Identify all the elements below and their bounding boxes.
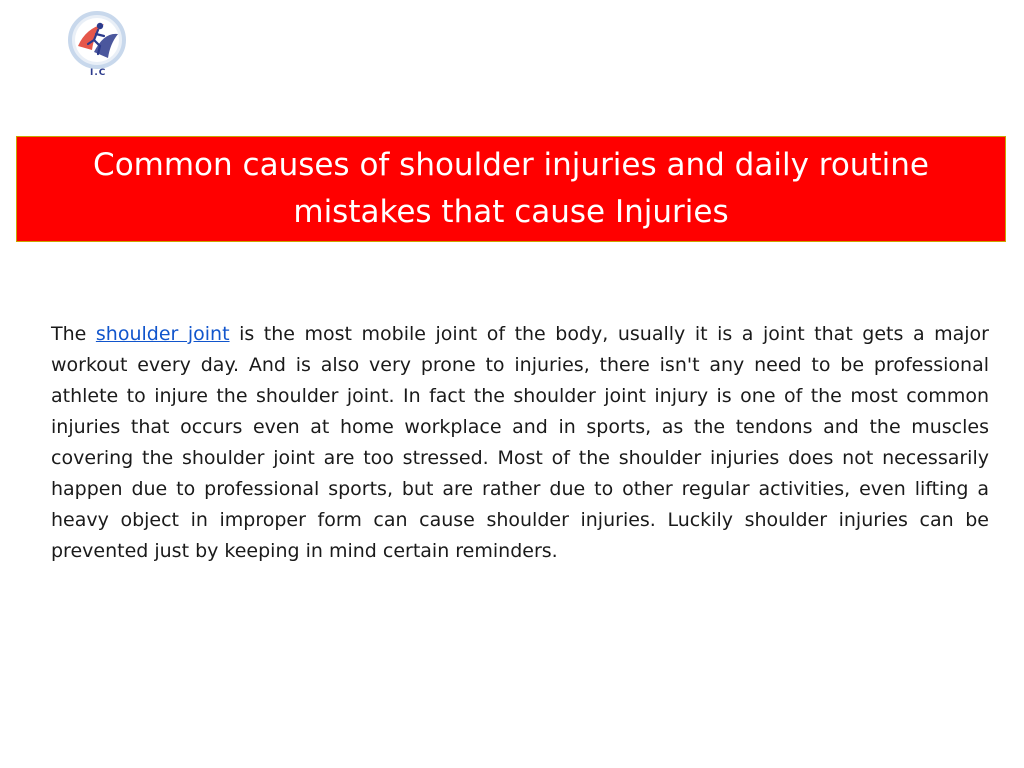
runner-logo-icon <box>64 10 130 72</box>
body-prefix: The <box>51 323 96 345</box>
logo-text: I.C <box>90 68 107 78</box>
body-paragraph <box>51 319 989 567</box>
body-text-rest: is the most mobile joint of the body, usually it is a joint that gets a major workout every day. And is also very prone to injuries, there isn't any need to be professional athlete to injure the shoulder joint. In fact the shoulder joint injury is one of the most common injuries that occurs even at home workplace and in sports, as the tendons and the muscles covering the shoulder joint are too stressed. Most of the shoulder injuries does not necessarily happen due to professional sports, but are rather due to other regular activities, even lifting a heavy object in improper form can cause shoulder injuries. Luckily shoulder injuries can be prevented just by keeping in mind certain reminders. <box>51 323 989 562</box>
page-title: Common causes of shoulder injuries and daily routine mistakes that cause Injuries <box>93 147 929 230</box>
title-banner <box>16 136 1006 242</box>
shoulder-joint-link[interactable]: shoulder joint <box>95 323 230 345</box>
